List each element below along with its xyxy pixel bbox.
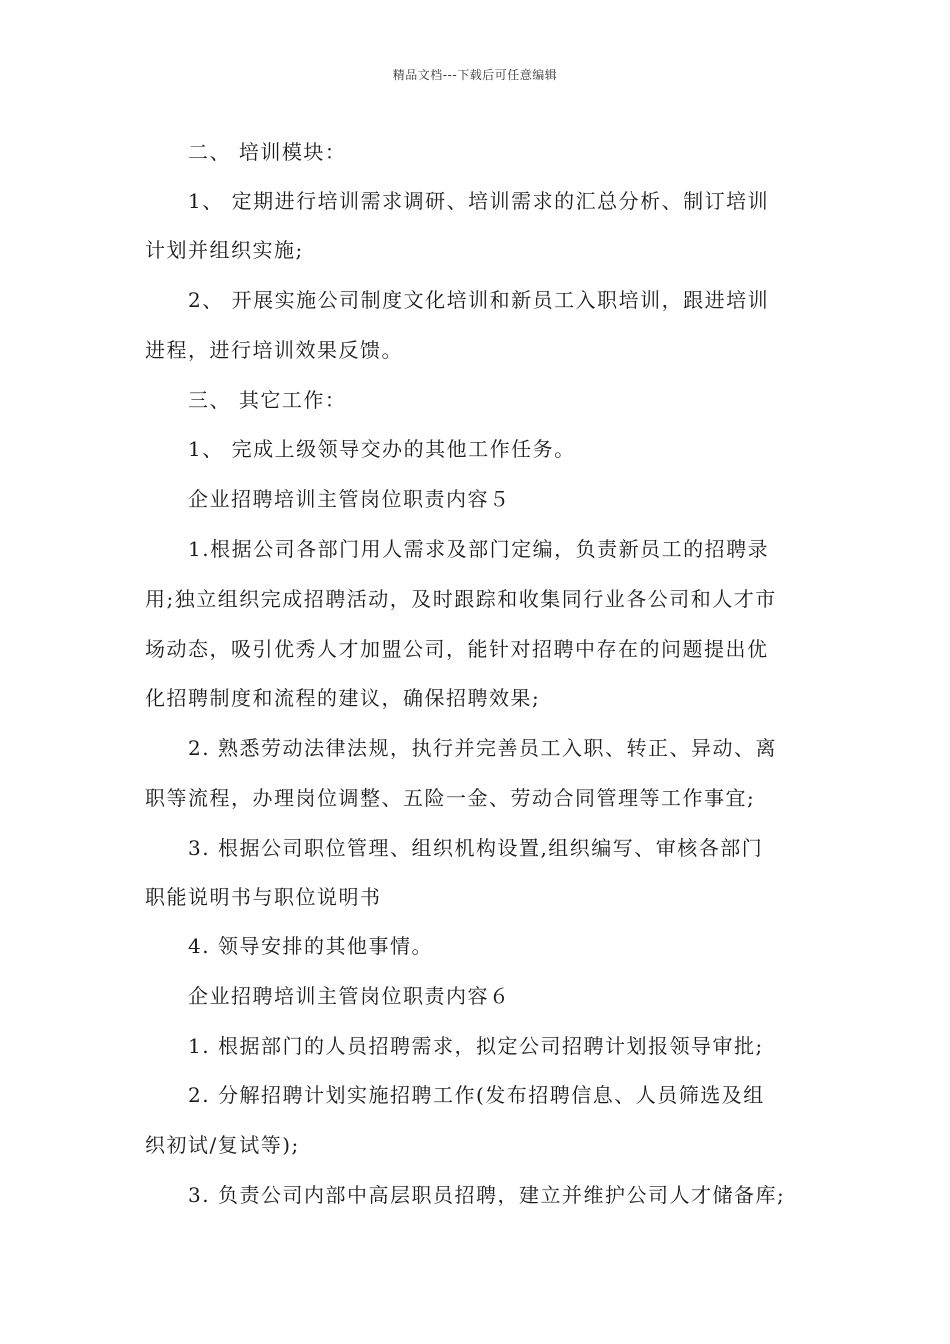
section-title-5: 企业招聘培训主管岗位职责内容５ [188, 487, 511, 511]
paragraph-line: 3. 根据公司职位管理、组织机构设置,组织编写、审核各部门 [188, 836, 764, 860]
section-title-6: 企业招聘培训主管岗位职责内容６ [188, 984, 511, 1008]
paragraph-line: 计划并组织实施; [145, 238, 304, 262]
paragraph-line: 1、 完成上级领导交办的其他工作任务。 [188, 437, 576, 461]
paragraph-line: 4. 领导安排的其他事情。 [188, 934, 433, 958]
paragraph-line: 职能说明书与职位说明书 [145, 885, 382, 909]
paragraph-line: 1. 根据部门的人员招聘需求，拟定公司招聘计划报领导审批; [188, 1034, 764, 1058]
page-header: 精品文档---下载后可任意编辑 [392, 68, 558, 82]
section-heading-training: 二、 培训模块： [188, 140, 347, 164]
paragraph-line: 职等流程，办理岗位调整、五险一金、劳动合同管理等工作事宜; [145, 786, 756, 810]
paragraph-line: 2、 开展实施公司制度文化培训和新员工入职培训，跟进培训 [188, 288, 770, 312]
paragraph-line: 化招聘制度和流程的建议，确保招聘效果; [145, 686, 541, 710]
paragraph-line: 1.根据公司各部门用人需求及部门定编，负责新员工的招聘录 [188, 537, 770, 561]
paragraph-line: 织初试/复试等); [145, 1133, 300, 1157]
paragraph-line: 2. 分解招聘计划实施招聘工作(发布招聘信息、人员筛选及组 [188, 1083, 765, 1107]
paragraph-line: 2. 熟悉劳动法律法规，执行并完善员工入职、转正、异动、离 [188, 736, 777, 760]
paragraph-line: 用;独立组织完成招聘活动，及时跟踪和收集同行业各公司和人才市 [145, 587, 777, 611]
paragraph-line: 1、 定期进行培训需求调研、培训需求的汇总分析、制订培训 [188, 189, 770, 213]
paragraph-line: 3. 负责公司内部中高层职员招聘，建立并维护公司人才储备库; [188, 1183, 786, 1207]
paragraph-line: 场动态，吸引优秀人才加盟公司，能针对招聘中存在的问题提出优 [145, 637, 769, 661]
paragraph-line: 进程，进行培训效果反馈。 [145, 338, 403, 362]
section-heading-other: 三、 其它工作： [188, 388, 347, 412]
